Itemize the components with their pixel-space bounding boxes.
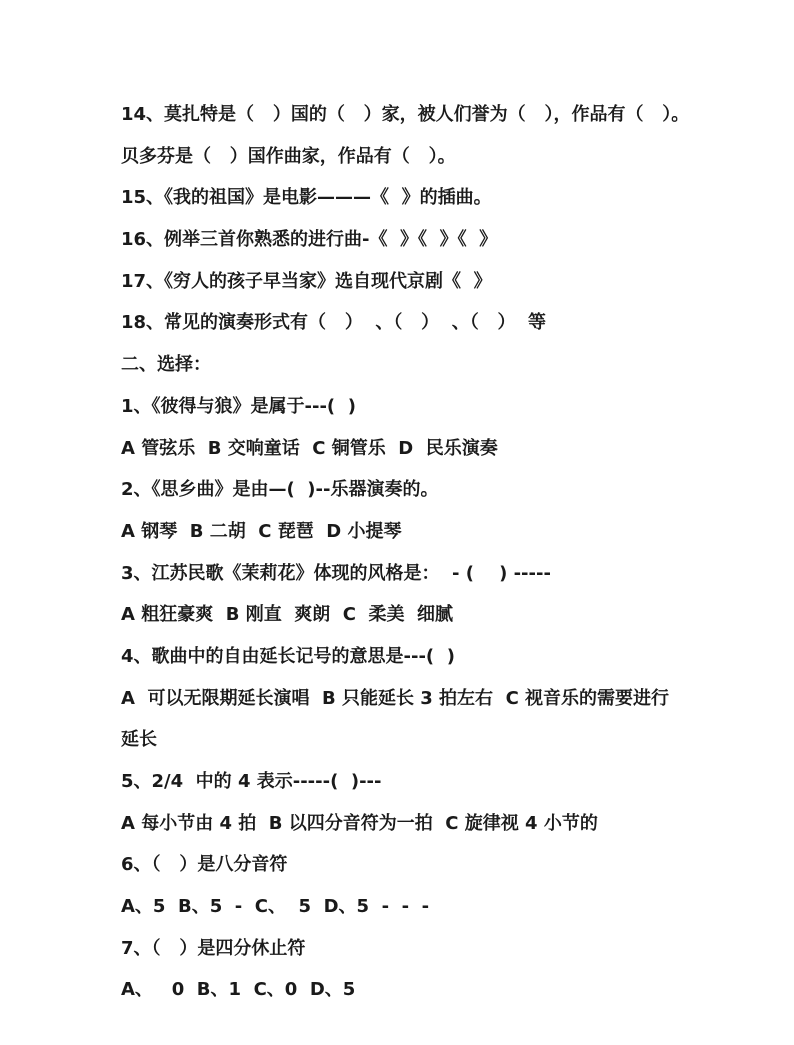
choice-question-6: 6、（ ）是八分音符 (121, 854, 288, 876)
choice-options-2: A 钢琴 B 二胡 C 琵琶 D 小提琴 (121, 520, 402, 542)
choice-options-6: A、5 B、5 - C、 5 D、5 - - - (121, 896, 430, 918)
choice-question-1: 1、《彼得与狼》是属于---( ) (121, 395, 356, 417)
choice-options-3: A 粗狂豪爽 B 刚直 爽朗 C 柔美 细腻 (121, 604, 454, 626)
choice-question-2: 2、《思乡曲》是由—( )--乐器演奏的。 (121, 479, 439, 501)
question-15: 15、《我的祖国》是电影———《 》的插曲。 (121, 187, 492, 209)
question-14-line-2: 贝多芬是（ ）国作曲家，作品有（ ）。 (121, 145, 456, 167)
choice-question-5: 5、2/4 中的 4 表示-----( )--- (121, 771, 382, 792)
choice-options-5: A 每小节由 4 拍 B 以四分音符为一拍 C 旋律视 4 小节的 (121, 812, 598, 834)
choice-question-7: 7、（ ）是四分休止符 (121, 937, 306, 959)
question-18: 18、常见的演奏形式有（ ） 、（ ） 、（ ） 等 (121, 312, 547, 334)
question-17: 17、《穷人的孩子早当家》选自现代京剧《 》 (121, 270, 492, 292)
choice-options-4-line-1: A 可以无限期延长演唱 B 只能延长 3 拍左右 C 视音乐的需要进行 (121, 687, 670, 709)
choice-question-4: 4、歌曲中的自由延长记号的意思是---( ) (121, 645, 455, 667)
question-16: 16、例举三首你熟悉的进行曲-《 》《 》《 》 (121, 229, 498, 251)
choice-options-4-line-2: 延长 (121, 729, 157, 751)
section-heading-choice: 二、选择： (121, 354, 211, 376)
choice-options-7: A、 0 B、1 C、0 D、5 (121, 979, 356, 1001)
question-14-line-1: 14、莫扎特是（ ）国的（ ）家，被人们誉为（ ），作品有（ ）。 (121, 104, 690, 125)
choice-question-3: 3、江苏民歌《茉莉花》体现的风格是： - ( ) ----- (121, 562, 551, 584)
choice-options-1: A 管弦乐 B 交响童话 C 铜管乐 D 民乐演奏 (121, 437, 498, 459)
document-body (121, 99, 690, 1016)
